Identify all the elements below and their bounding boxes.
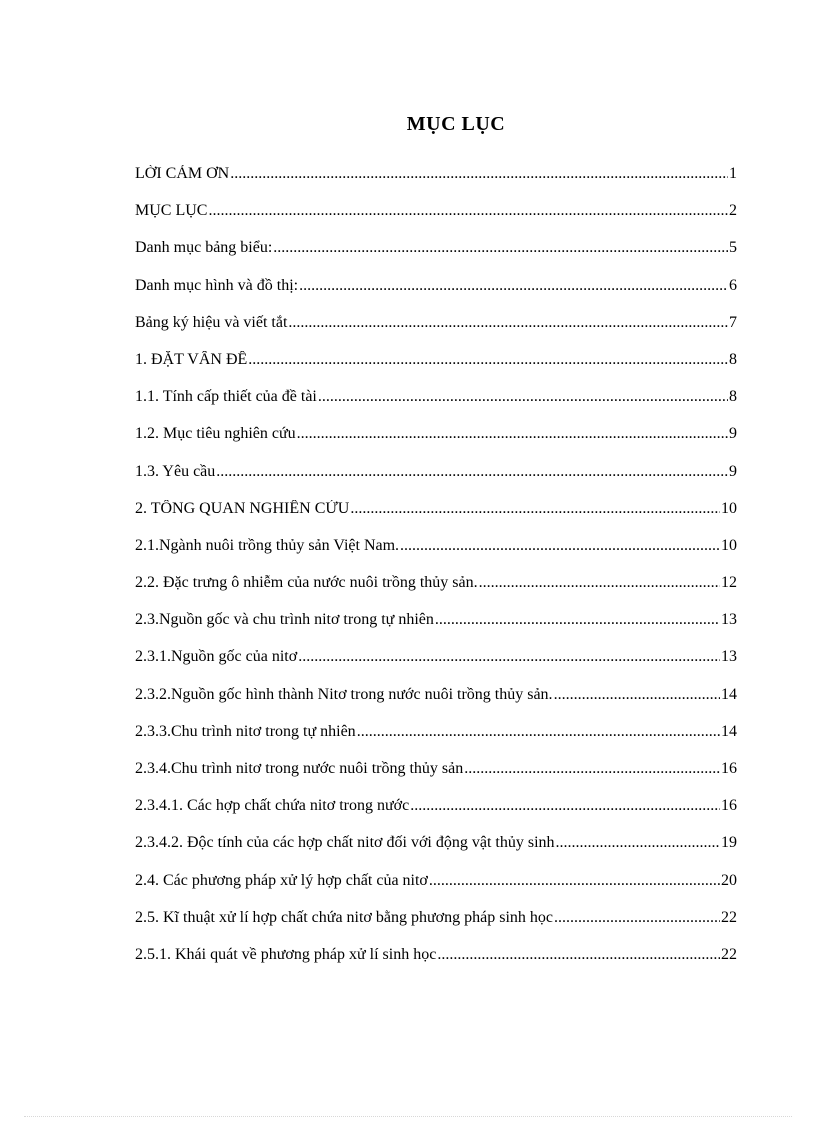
toc-dot-leader bbox=[273, 239, 728, 257]
toc-dot-leader bbox=[410, 797, 720, 815]
toc-page-number: 10 bbox=[721, 536, 737, 554]
toc-entry-label: 1. ĐẶT VẤN ĐỀ bbox=[135, 350, 248, 368]
toc-entry[interactable] bbox=[135, 463, 737, 500]
toc-dot-leader bbox=[554, 909, 720, 927]
table-of-contents bbox=[135, 165, 737, 983]
toc-dot-leader bbox=[216, 463, 728, 481]
page-bottom-rule bbox=[24, 1116, 792, 1117]
toc-page-number: 14 bbox=[721, 685, 737, 703]
toc-entry-label: Danh mục bảng biểu: bbox=[135, 239, 273, 257]
toc-page-number: 6 bbox=[729, 276, 737, 294]
toc-dot-leader bbox=[357, 723, 720, 741]
toc-entry-label: 2.3.Nguồn gốc và chu trình nitơ trong tự nhiên bbox=[135, 611, 434, 629]
toc-page-number: 2 bbox=[729, 202, 737, 220]
toc-page-number: 19 bbox=[721, 834, 737, 852]
toc-dot-leader bbox=[479, 574, 720, 592]
toc-entry[interactable] bbox=[135, 351, 737, 388]
toc-entry[interactable] bbox=[135, 388, 737, 425]
toc-page-number: 22 bbox=[721, 908, 737, 926]
toc-entry-label: MỤC LỤC bbox=[135, 202, 208, 220]
toc-entry-label: 2. TỔNG QUAN NGHIÊN CỨU bbox=[135, 499, 350, 517]
toc-entry-label: 2.3.4.2. Độc tính của các hợp chất nitơ đối với động vật thủy sinh bbox=[135, 834, 555, 852]
toc-entry-label: 2.3.1.Nguồn gốc của nitơ bbox=[135, 648, 298, 666]
toc-page-number: 12 bbox=[721, 574, 737, 592]
toc-dot-leader bbox=[400, 537, 720, 555]
toc-entry[interactable] bbox=[135, 760, 737, 797]
toc-dot-leader bbox=[437, 946, 720, 964]
toc-entry-label: 2.2. Đặc trưng ô nhiễm của nước nuôi trồng thủy sản. bbox=[135, 574, 478, 592]
toc-entry[interactable] bbox=[135, 648, 737, 685]
toc-entry-label: 2.5.1. Khái quát về phương pháp xử lí sinh học bbox=[135, 945, 437, 963]
toc-entry-label: 2.3.4.1. Các hợp chất chứa nitơ trong nước bbox=[135, 797, 410, 815]
toc-entry[interactable] bbox=[135, 797, 737, 834]
toc-entry-label: 1.2. Mục tiêu nghiên cứu bbox=[135, 425, 296, 443]
toc-entry-label: 2.4. Các phương pháp xử lý hợp chất của nitơ bbox=[135, 871, 428, 889]
toc-dot-leader bbox=[464, 760, 720, 778]
toc-page-number: 13 bbox=[721, 611, 737, 629]
toc-entry[interactable] bbox=[135, 872, 737, 909]
toc-page-number: 9 bbox=[729, 425, 737, 443]
toc-entry[interactable] bbox=[135, 277, 737, 314]
toc-page-number: 8 bbox=[729, 350, 737, 368]
toc-page-number: 13 bbox=[721, 648, 737, 666]
toc-page-number: 20 bbox=[721, 871, 737, 889]
toc-entry[interactable] bbox=[135, 500, 737, 537]
toc-entry-label: Danh mục hình và đồ thị: bbox=[135, 276, 299, 294]
toc-entry[interactable] bbox=[135, 165, 737, 202]
toc-page-number: 22 bbox=[721, 945, 737, 963]
toc-dot-leader bbox=[556, 834, 720, 852]
toc-entry[interactable] bbox=[135, 537, 737, 574]
toc-page-number: 16 bbox=[721, 760, 737, 777]
toc-dot-leader bbox=[554, 686, 720, 704]
toc-entry-label: 2.3.2.Nguồn gốc hình thành Nitơ trong nước nuôi trồng thủy sản. bbox=[135, 685, 553, 703]
toc-entry[interactable] bbox=[135, 946, 737, 983]
toc-entry-label: 2.3.4.Chu trình nitơ trong nước nuôi trồng thủy sản bbox=[135, 760, 464, 777]
toc-entry[interactable] bbox=[135, 202, 737, 239]
toc-dot-leader bbox=[429, 872, 720, 890]
toc-dot-leader bbox=[208, 202, 728, 220]
toc-dot-leader bbox=[435, 611, 720, 629]
toc-page-number: 7 bbox=[729, 313, 737, 331]
toc-dot-leader bbox=[297, 425, 728, 443]
toc-entry[interactable] bbox=[135, 314, 737, 351]
toc-entry[interactable] bbox=[135, 909, 737, 946]
toc-entry-label: 1.3. Yêu cầu bbox=[135, 462, 216, 480]
toc-page-number: 16 bbox=[721, 797, 737, 815]
toc-page-number: 1 bbox=[729, 165, 737, 182]
toc-entry[interactable] bbox=[135, 425, 737, 462]
toc-entry-label: 1.1. Tính cấp thiết của đề tài bbox=[135, 388, 317, 406]
toc-dot-leader bbox=[299, 277, 728, 295]
toc-entry-label: 2.3.3.Chu trình nitơ trong tự nhiên bbox=[135, 722, 356, 740]
toc-page-number: 9 bbox=[729, 462, 737, 480]
toc-entry-label: 2.5. Kĩ thuật xử lí hợp chất chứa nitơ bằng phương pháp sinh học bbox=[135, 908, 553, 926]
toc-dot-leader bbox=[350, 500, 720, 518]
toc-page-number: 14 bbox=[721, 722, 737, 740]
toc-dot-leader bbox=[230, 165, 728, 183]
toc-entry-label: LỜI CẢM ƠN bbox=[135, 165, 230, 182]
toc-entry[interactable] bbox=[135, 834, 737, 871]
toc-page-number: 10 bbox=[721, 499, 737, 517]
toc-entry[interactable] bbox=[135, 574, 737, 611]
toc-dot-leader bbox=[298, 648, 720, 666]
toc-entry[interactable] bbox=[135, 723, 737, 760]
toc-entry-label: Bảng ký hiệu và viết tắt bbox=[135, 313, 288, 331]
toc-page-number: 5 bbox=[729, 239, 737, 257]
toc-dot-leader bbox=[288, 314, 728, 332]
toc-page-number: 8 bbox=[729, 388, 737, 406]
toc-dot-leader bbox=[318, 388, 728, 406]
page-title: MỤC LỤC bbox=[406, 113, 506, 135]
toc-entry-label: 2.1.Ngành nuôi trồng thủy sản Việt Nam. bbox=[135, 536, 400, 554]
toc-entry[interactable] bbox=[135, 686, 737, 723]
toc-entry[interactable] bbox=[135, 239, 737, 276]
toc-dot-leader bbox=[248, 351, 728, 369]
toc-entry[interactable] bbox=[135, 611, 737, 648]
